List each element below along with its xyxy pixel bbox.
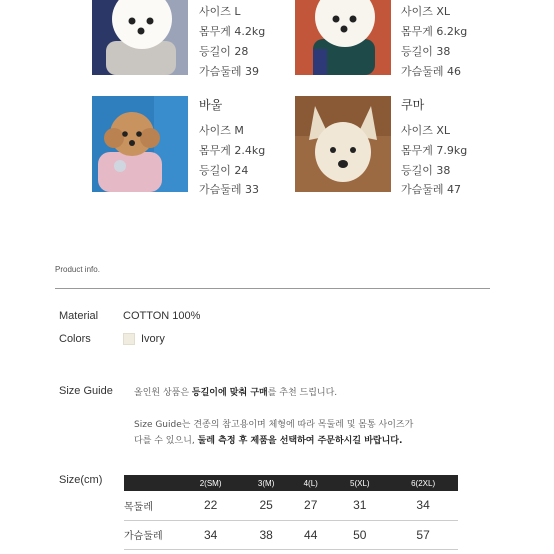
colors-label: Colors [59, 333, 91, 345]
size-guide-label: Size Guide [59, 385, 113, 397]
table-cell: 34 [179, 520, 242, 549]
table-cell: 38 [242, 520, 290, 549]
size-table-label: Size(cm) [59, 474, 103, 486]
table-cell: 50 [331, 520, 388, 549]
ivory-color-swatch [123, 333, 135, 345]
size-header-3m: 3(M) [242, 475, 290, 491]
table-cell: 44 [290, 520, 331, 549]
size-header-5xl: 5(XL) [331, 475, 388, 491]
poodle-photo-icon [92, 96, 188, 192]
size-guide-line-3 [134, 433, 402, 446]
dog-1-chest: 가슴둘레 39 [199, 65, 259, 78]
table-cell: 22 [179, 491, 242, 520]
size-header-62xl: 6(2XL) [388, 475, 458, 491]
bichon-photo-icon [295, 0, 391, 75]
guide-line-2-pre: Size Guide [134, 420, 182, 430]
dog-3-weight: 몸무게 2.4kg [199, 144, 266, 157]
bichon-photo-icon [92, 0, 188, 75]
size-guide-line-2 [134, 417, 413, 430]
product-info-heading: Product info. [55, 265, 100, 274]
dog-2-back: 등길이 38 [401, 45, 451, 58]
dog-4-weight: 몸무게 7.9kg [401, 144, 468, 157]
size-header-blank [124, 475, 179, 491]
guide-line-1-bold: 등길이에 맞춰 구매 [191, 388, 268, 398]
size-table [124, 475, 458, 550]
dog-2-weight: 몸무게 6.2kg [401, 25, 468, 38]
dog-photo-2 [295, 0, 391, 75]
dog-4-back: 등길이 38 [401, 164, 451, 177]
dog-4-name: 쿠마 [401, 98, 425, 112]
dog-1-weight: 몸무게 4.2kg [199, 25, 266, 38]
guide-line-1-post: 를 추천 드립니다. [267, 388, 338, 398]
dog-3-name: 바울 [199, 98, 223, 112]
row-label-chest: 가슴둘레 [124, 520, 179, 549]
dog-4-chest: 가슴둘레 47 [401, 183, 461, 196]
terrier-photo-icon [295, 96, 391, 192]
material-label: Material [59, 310, 99, 322]
dog-3-size: 사이즈 M [199, 124, 244, 137]
dog-photo-4 [295, 96, 391, 192]
dog-2-size: 사이즈 XL [401, 5, 451, 18]
dog-photo-3 [92, 96, 188, 192]
dog-3-back: 등길이 24 [199, 164, 249, 177]
size-guide-line-1 [134, 385, 337, 398]
size-header-4l: 4(L) [290, 475, 331, 491]
table-cell: 25 [242, 491, 290, 520]
color-name: Ivory [141, 333, 165, 345]
guide-line-3-bold: 둘레 측정 후 제품을 선택하여 주문하시길 바랍니다. [197, 436, 403, 446]
table-cell: 34 [388, 491, 458, 520]
table-row [124, 520, 458, 549]
dog-4-size: 사이즈 XL [401, 124, 451, 137]
table-row [124, 491, 458, 520]
dog-3-chest: 가슴둘레 33 [199, 183, 259, 196]
table-cell: 27 [290, 491, 331, 520]
dog-2-chest: 가슴둘레 46 [401, 65, 461, 78]
guide-line-2-post: 는 견종의 참고용이며 체형에 따라 목둘레 및 몸통 사이즈가 [181, 420, 414, 430]
dog-1-back: 등길이 28 [199, 45, 249, 58]
size-header-2sm: 2(SM) [179, 475, 242, 491]
table-cell: 31 [331, 491, 388, 520]
table-cell: 57 [388, 520, 458, 549]
guide-line-1-pre: 올인원 상품은 [134, 388, 192, 398]
row-label-neck: 목둘레 [124, 491, 179, 520]
size-table-header-row [124, 475, 458, 491]
dog-photo-1 [92, 0, 188, 75]
dog-1-size: 사이즈 L [199, 5, 241, 18]
material-value: COTTON 100% [123, 310, 201, 322]
section-divider [55, 288, 490, 289]
guide-line-3-pre: 다를 수 있으니, [134, 436, 198, 446]
